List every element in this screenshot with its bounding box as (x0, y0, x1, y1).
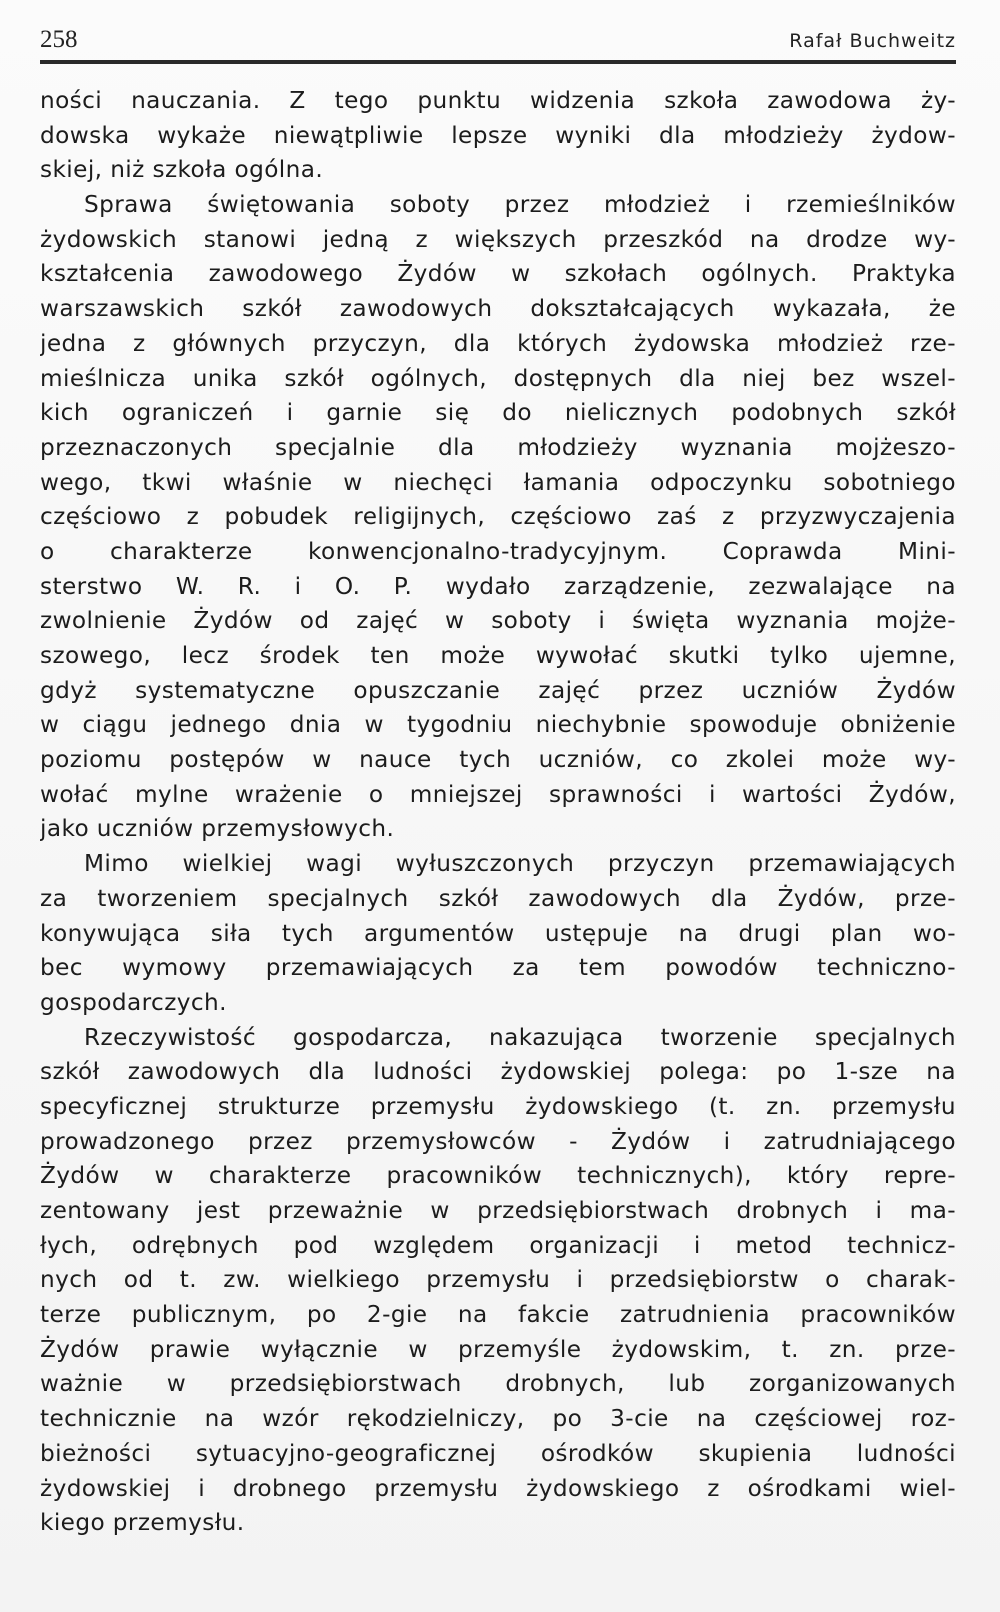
text-line: łych, odrębnych pod względem organizacji i metod technicz- (40, 1231, 956, 1259)
text-line: prowadzonego przez przemysłowców - Żydów i zatrudniającego (40, 1127, 956, 1155)
text-line: kiego przemysłu. (40, 1509, 245, 1537)
text-line: o charakterze konwencjonalno-tradycyjnym. Coprawda Mini- (40, 537, 956, 565)
text-line: Mimo wielkiej wagi wyłuszczonych przyczyn przemawiających (84, 850, 956, 878)
page-number: 258 (40, 26, 78, 53)
text-line: zentowany jest przeważnie w przedsiębiorstwach drobnych i ma- (40, 1197, 956, 1224)
page-header (40, 20, 956, 64)
text-line: kształcenia zawodowego Żydów w szkołach ogólnych. Praktyka (40, 260, 956, 288)
text-line: częściowo z pobudek religijnych, częściowo zaś z przyzwyczajenia (40, 503, 956, 531)
text-line: wego, tkwi właśnie w niechęci łamania odpoczynku sobotniego (40, 468, 956, 496)
text-line: nych od t. zw. wielkiego przemysłu i przedsiębiorstw o charak- (40, 1266, 956, 1294)
text-line: skiej, niż szkoła ogólna. (40, 156, 324, 184)
text-line: Rzeczywistość gospodarcza, nakazująca tworzenie specjalnych (84, 1023, 956, 1051)
text-line: żydowskich stanowi jedną z większych przeszkód na drodze wy- (40, 225, 956, 253)
text-line: przeznaczonych specjalnie dla młodzieży wyznania mojżeszo- (40, 433, 956, 461)
running-head-author: Rafał Buchweitz (789, 30, 956, 52)
text-line: terze publicznym, po 2-gie na fakcie zatrudnienia pracowników (40, 1301, 956, 1329)
text-line: ności nauczania. Z tego punktu widzenia szkoła zawodowa ży- (40, 87, 956, 114)
text-line: bieżności sytuacyjno-geograficznej ośrodków skupienia ludności (40, 1439, 956, 1467)
text-line: konywująca siła tych argumentów ustępuje na drugi plan wo- (40, 919, 956, 947)
header-rule (40, 60, 956, 64)
text-line: zwolnienie Żydów od zajęć w soboty i święta wyznania mojże- (40, 607, 956, 635)
text-line: za tworzeniem specjalnych szkół zawodowych dla Żydów, prze- (40, 884, 956, 912)
text-line: gospodarczych. (40, 988, 227, 1016)
body-text (40, 84, 956, 1541)
text-line: warszawskich szkół zawodowych dokształcających wykazała, że (40, 295, 956, 323)
text-line: Żydów w charakterze pracowników technicznych), który repre- (40, 1162, 956, 1190)
text-line: specyficznej strukturze przemysłu żydowskiego (t. zn. przemysłu (40, 1092, 956, 1120)
text-line: szowego, lecz środek ten może wywołać skutki tylko ujemne, (40, 642, 956, 669)
text-line: szkół zawodowych dla ludności żydowskiej polega: po 1-sze na (40, 1058, 956, 1086)
text-line: poziomu postępów w nauce tych uczniów, co zkolei może wy- (40, 746, 956, 774)
text-line: żydowskiej i drobnego przemysłu żydowskiego z ośrodkami wiel- (40, 1474, 956, 1502)
text-line: bec wymowy przemawiających za tem powodów techniczno- (40, 954, 956, 982)
text-line: jedna z głównych przyczyn, dla których żydowska młodzież rze- (40, 329, 956, 357)
text-line: wołać mylne wrażenie o mniejszej sprawności i wartości Żydów, (40, 780, 956, 808)
text-line: jako uczniów przemysłowych. (40, 815, 395, 843)
text-line: Żydów prawie wyłącznie w przemyśle żydowskim, t. zn. prze- (40, 1335, 956, 1363)
text-line: mieślnicza unika szkół ogólnych, dostępnych dla niej bez wszel- (40, 364, 956, 392)
text-line: w ciągu jednego dnia w tygodniu niechybnie spowoduje obniżenie (40, 711, 956, 739)
text-line: kich ograniczeń i garnie się do nielicznych podobnych szkół (40, 399, 956, 427)
text-line: Sprawa świętowania soboty przez młodzież i rzemieślników (84, 191, 956, 219)
text-line: sterstwo W. R. i O. P. wydało zarządzenie, zezwalające na (40, 572, 956, 600)
text-line: technicznie na wzór rękodzielniczy, po 3-cie na częściowej roz- (40, 1405, 956, 1433)
text-line: dowska wykaże niewątpliwie lepsze wyniki dla młodzieży żydow- (40, 121, 956, 149)
text-line: ważnie w przedsiębiorstwach drobnych, lub zorganizowanych (40, 1370, 956, 1398)
text-line: gdyż systematyczne opuszczanie zajęć przez uczniów Żydów (40, 676, 956, 704)
